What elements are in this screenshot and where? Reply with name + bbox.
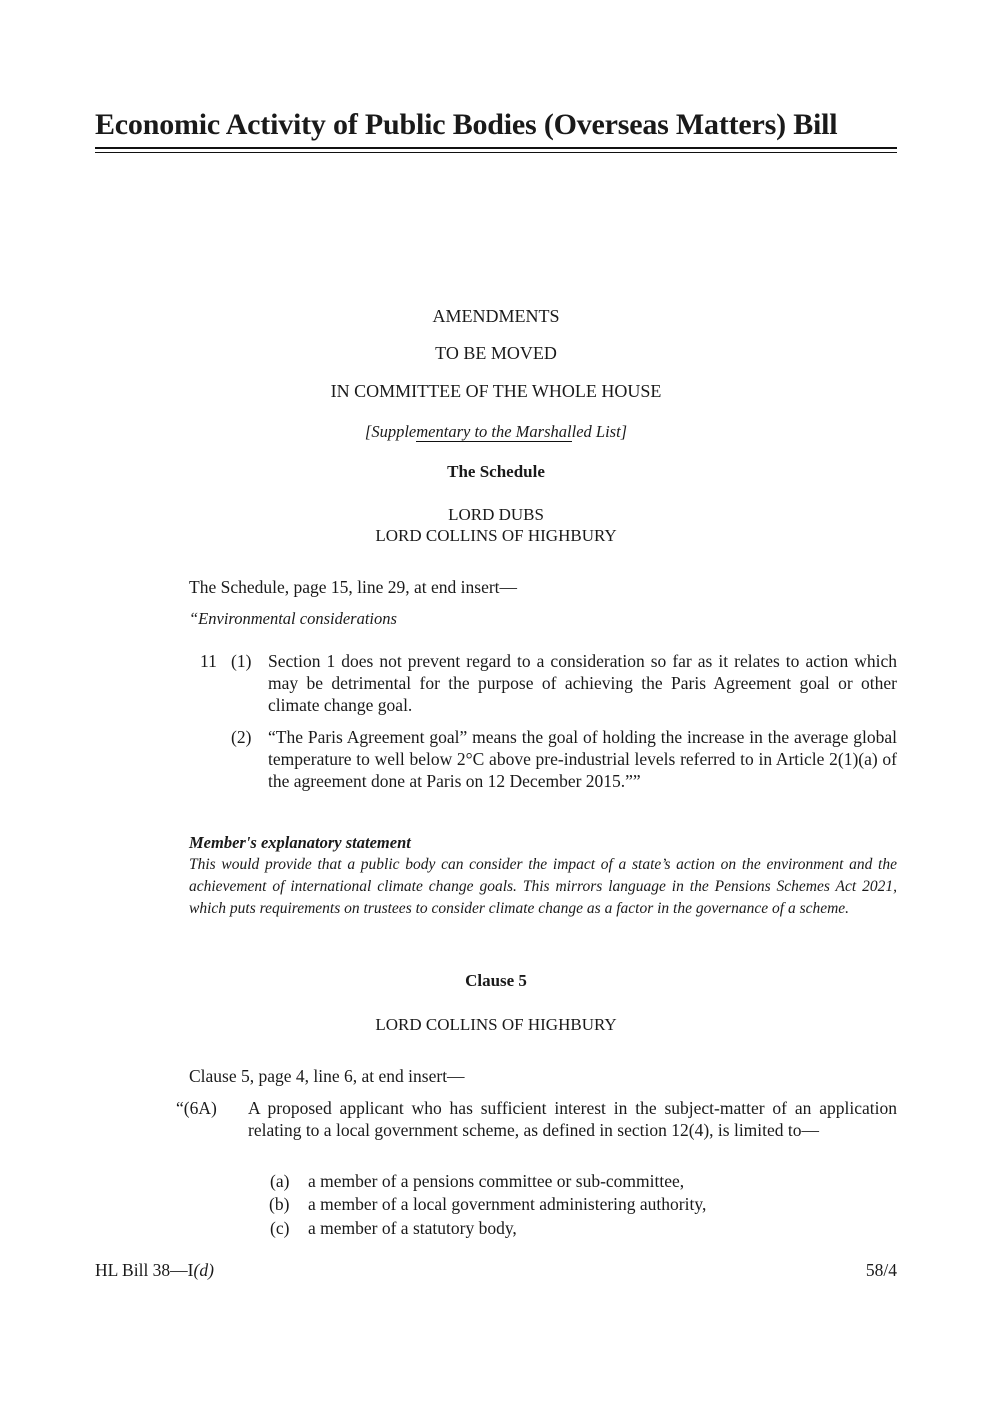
supplementary-underlined: mentary to the Marshal bbox=[416, 422, 572, 441]
paragraph-number: 11 bbox=[200, 651, 217, 671]
item-text: a member of a local government administering authority, bbox=[308, 1194, 707, 1214]
title-rule-thick bbox=[95, 147, 897, 149]
item-number: (a) bbox=[270, 1171, 290, 1191]
inserted-heading: “Environmental considerations bbox=[189, 609, 397, 628]
heading-to-be-moved: TO BE MOVED bbox=[435, 343, 557, 363]
item-number: (c) bbox=[270, 1218, 290, 1238]
amendment-instruction: The Schedule, page 15, line 29, at end insert— bbox=[189, 577, 518, 597]
supplementary-note bbox=[95, 421, 897, 443]
subsection-number: (2) bbox=[231, 727, 252, 747]
supplementary-pre: [Supple bbox=[364, 422, 417, 441]
explanatory-heading: Member's explanatory statement bbox=[189, 833, 411, 852]
bill-title: Economic Activity of Public Bodies (Overseas Matters) Bill bbox=[95, 108, 838, 141]
subsection-text: “The Paris Agreement goal” means the goal of holding the increase in the average global temperature to well below 2°C above pre-industrial levels referred to in Article 2(1)(a) of the agreement done at Paris on 12 December 2015.”” bbox=[268, 727, 897, 791]
mover-lord-collins: LORD COLLINS OF HIGHBURY bbox=[375, 1015, 617, 1034]
item-text: a member of a statutory body, bbox=[308, 1218, 517, 1238]
bill-reference-suffix: (d) bbox=[193, 1260, 214, 1280]
heading-committee: IN COMMITTEE OF THE WHOLE HOUSE bbox=[330, 381, 662, 401]
mover-lord-dubs: LORD DUBS bbox=[448, 505, 544, 524]
subsection-number: (1) bbox=[231, 651, 252, 671]
explanatory-text: This would provide that a public body can consider the impact of a state’s action on the environment and the achievement of international climate change goals. This mirrors language in the Pensions Schemes Act 2021, which puts requirements on trustees to consider climate change as a factor in the governance of a scheme. bbox=[189, 856, 897, 917]
supplementary-post: led List] bbox=[571, 422, 628, 441]
heading-amendments: AMENDMENTS bbox=[432, 306, 560, 326]
mover-lord-collins: LORD COLLINS OF HIGHBURY bbox=[375, 526, 617, 545]
item-text: a member of a pensions committee or sub-committee, bbox=[308, 1171, 685, 1191]
item-number: (b) bbox=[269, 1194, 290, 1214]
page-reference: 58/4 bbox=[865, 1260, 897, 1280]
title-rule-thin bbox=[95, 152, 897, 153]
subsection-number: “(6A) bbox=[176, 1098, 217, 1118]
bill-reference-prefix: HL Bill 38—I bbox=[95, 1260, 194, 1280]
section-heading-schedule: The Schedule bbox=[447, 462, 545, 481]
subsection-text: Section 1 does not prevent regard to a consideration so far as it relates to action which may be detrimental for the purpose of achieving the Paris Agreement goal or other climate change goal. bbox=[268, 651, 897, 715]
bill-reference bbox=[95, 1259, 214, 1281]
section-heading-clause-5: Clause 5 bbox=[465, 971, 527, 990]
subsection-text: A proposed applicant who has sufficient interest in the subject-matter of an application relating to a local government scheme, as defined in section 12(4), is limited to— bbox=[248, 1098, 897, 1140]
amendment-instruction: Clause 5, page 4, line 6, at end insert— bbox=[189, 1066, 465, 1086]
